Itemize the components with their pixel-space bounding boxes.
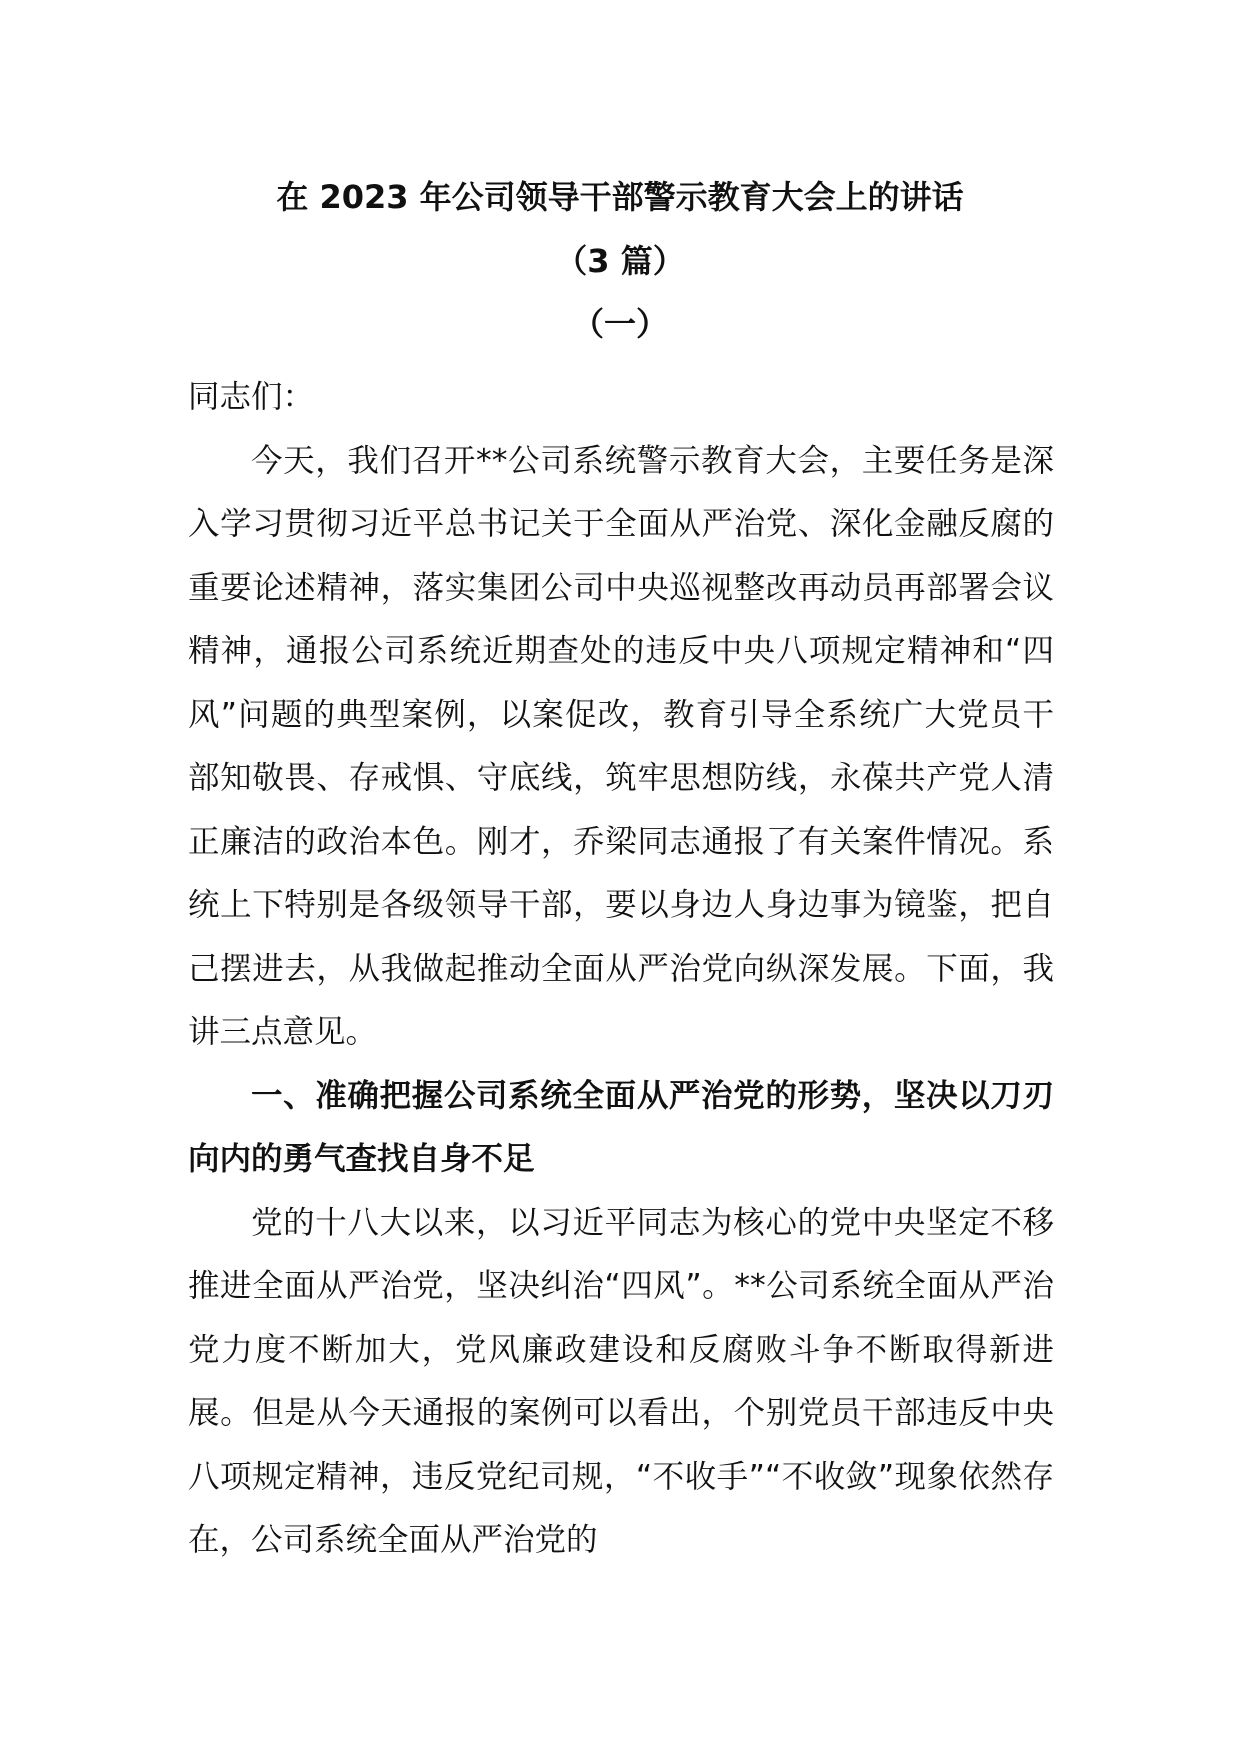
- document-title: 在 2023 年公司领导干部警示教育大会上的讲话: [276, 178, 964, 216]
- document-subtitle: （3 篇）: [555, 242, 685, 280]
- body-paragraph-2: 党的十八大以来，以习近平同志为核心的党中央坚定不移推进全面从严治党，坚决纠治“四风”。**公司系统全面从严治党力度不断加大，党风廉政建设和反腐败斗争不断取得新进展。但是从今天通报的案例可以看出，个别党员干部违反中央八项规定精神，违反党纪司规，“不收手”“不收敛”现象依然存在，公司系统全面从严治党的: [188, 1204, 1054, 1558]
- section-number: （一）: [571, 305, 668, 343]
- salutation: 同志们：: [188, 379, 315, 415]
- section-heading-1: 一、准确把握公司系统全面从严治党的形势，坚决以刀刃向内的勇气查找自身不足: [188, 1077, 1054, 1177]
- body-paragraph-1: 今天，我们召开**公司系统警示教育大会，主要任务是深入学习贯彻习近平总书记关于全面从严治党、深化金融反腐的重要论述精神，落实集团公司中央巡视整改再动员再部署会议精神，通报公司系统近期查处的违反中央八项规定精神和“四风”问题的典型案例，以案促改，教育引导全系统广大党员干部知敬畏、存戒惧、守底线，筑牢思想防线，永葆共产党人清正廉洁的政治本色。刚才，乔梁同志通报了有关案件情况。系统上下特别是各级领导干部，要以身边人身边事为镜鉴，把自己摆进去，从我做起推动全面从严治党向纵深发展。下面，我讲三点意见。: [188, 442, 1054, 1050]
- document-body: [188, 366, 1054, 1573]
